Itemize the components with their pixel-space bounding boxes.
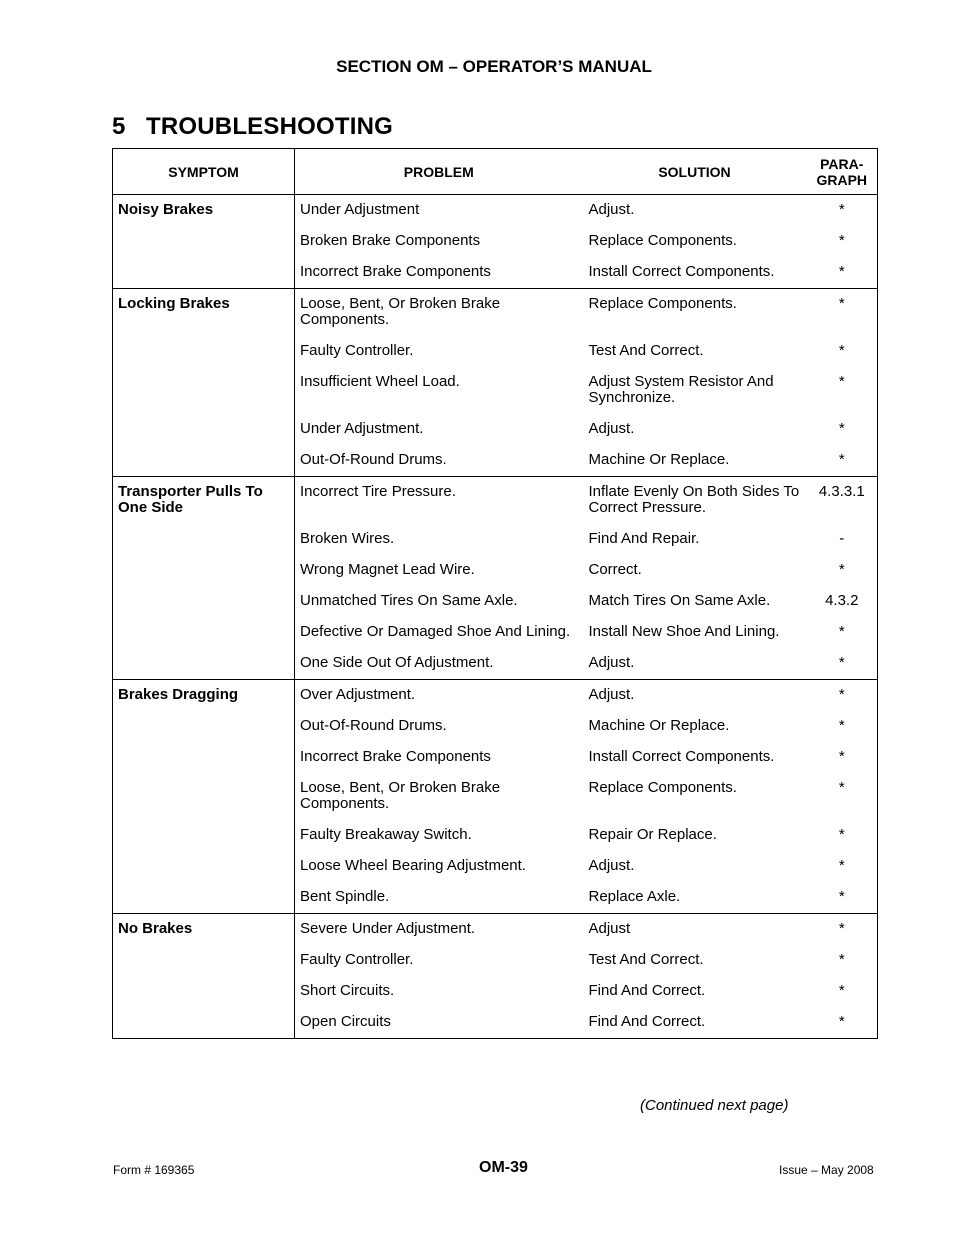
paragraph-cell: * (807, 328, 878, 359)
solution-cell: Find And Correct. (588, 982, 706, 999)
section-title: TROUBLESHOOTING (146, 113, 393, 140)
paragraph-cell: * (807, 195, 878, 219)
problem-cell: Broken Brake Components (300, 232, 481, 249)
continued-note: (Continued next page) (640, 1097, 789, 1114)
problem-cell: Unmatched Tires On Same Axle. (300, 592, 518, 609)
paragraph-cell: * (807, 999, 878, 1039)
paragraph-cell: * (807, 734, 878, 765)
header-symptom: SYMPTOM (113, 149, 295, 195)
problem-cell: Over Adjustment. (300, 686, 416, 703)
problem-cell: Incorrect Brake Components (300, 748, 491, 765)
problem-cell: Broken Wires. (300, 530, 395, 547)
page-title (112, 113, 393, 141)
solution-cell: Replace Components. (588, 295, 737, 312)
paragraph-cell: 4.3.2 (807, 578, 878, 609)
solution-cell: Adjust (588, 920, 631, 937)
paragraph-cell: * (807, 406, 878, 437)
paragraph-cell: * (807, 843, 878, 874)
table-header-row (113, 149, 878, 195)
paragraph-cell: * (807, 765, 878, 812)
solution-cell: Test And Correct. (588, 951, 704, 968)
paragraph-cell: * (807, 609, 878, 640)
solution-cell: Find And Correct. (583, 999, 807, 1039)
solution-cell: Machine Or Replace. (583, 437, 807, 477)
problem-cell: Incorrect Brake Components (295, 249, 583, 289)
paragraph-cell: * (807, 874, 878, 914)
problem-cell: Loose, Bent, Or Broken Brake Components. (300, 779, 501, 812)
footer-form-number: Form # 169365 (113, 1163, 195, 1177)
solution-cell: Inflate Evenly On Both Sides To Correct Pressure. (588, 483, 800, 516)
paragraph-cell: 4.3.3.1 (807, 477, 878, 517)
solution-cell: Machine Or Replace. (588, 717, 730, 734)
solution-cell: Install Correct Components. (583, 249, 807, 289)
solution-cell: Correct. (588, 561, 642, 578)
symptom-cell: Transporter Pulls To One Side (113, 477, 295, 680)
header-paragraph: PARA- GRAPH (807, 149, 878, 195)
solution-cell: Adjust. (588, 420, 635, 437)
problem-cell: Severe Under Adjustment. (300, 920, 476, 937)
problem-cell: Open Circuits (295, 999, 583, 1039)
problem-cell: Out-Of-Round Drums. (300, 717, 447, 734)
problem-cell: Under Adjustment. (300, 420, 424, 437)
paragraph-cell: * (807, 218, 878, 249)
paragraph-cell: * (807, 968, 878, 999)
problem-cell: Wrong Magnet Lead Wire. (300, 561, 475, 578)
table-row (113, 289, 878, 329)
solution-cell: Adjust. (588, 857, 635, 874)
problem-cell: Defective Or Damaged Shoe And Lining. (300, 623, 571, 640)
paragraph-cell: * (807, 547, 878, 578)
solution-cell: Install Correct Components. (588, 748, 775, 765)
table-row (113, 195, 878, 219)
problem-cell: One Side Out Of Adjustment. (295, 640, 583, 680)
problem-cell: Loose Wheel Bearing Adjustment. (300, 857, 526, 874)
header-problem: PROBLEM (295, 149, 583, 195)
symptom-cell: Brakes Dragging (113, 680, 295, 914)
footer-page-number: OM-39 (479, 1159, 528, 1176)
symptom-cell: Noisy Brakes (113, 195, 295, 289)
paragraph-cell: * (807, 249, 878, 289)
paragraph-cell: * (807, 812, 878, 843)
footer-issue-date: Issue – May 2008 (779, 1163, 874, 1177)
paragraph-cell: * (807, 289, 878, 329)
paragraph-cell: * (807, 680, 878, 704)
section-header: SECTION OM – OPERATOR’S MANUAL (336, 57, 652, 76)
solution-cell: Replace Components. (588, 232, 737, 249)
problem-cell: Insufficient Wheel Load. (300, 373, 460, 390)
solution-cell: Replace Axle. (583, 874, 807, 914)
solution-cell: Adjust. (588, 201, 635, 218)
section-number: 5 (112, 113, 126, 140)
problem-cell: Faulty Breakaway Switch. (300, 826, 472, 843)
problem-cell: Faulty Controller. (300, 951, 414, 968)
table-row (113, 914, 878, 938)
paragraph-cell: * (807, 640, 878, 680)
problem-cell: Under Adjustment (300, 201, 420, 218)
symptom-cell: Locking Brakes (113, 289, 295, 477)
troubleshooting-table (112, 148, 878, 1039)
paragraph-cell: * (807, 914, 878, 938)
problem-cell: Bent Spindle. (295, 874, 583, 914)
paragraph-cell: * (807, 703, 878, 734)
solution-cell: Adjust System Resistor And Synchronize. (588, 373, 774, 406)
table-row (113, 680, 878, 704)
header-solution: SOLUTION (583, 149, 807, 195)
problem-cell: Loose, Bent, Or Broken Brake Components. (300, 295, 501, 328)
solution-cell: Adjust. (583, 640, 807, 680)
solution-cell: Replace Components. (588, 779, 737, 796)
problem-cell: Out-Of-Round Drums. (295, 437, 583, 477)
paragraph-cell: * (807, 359, 878, 406)
paragraph-cell: * (807, 937, 878, 968)
problem-cell: Short Circuits. (300, 982, 395, 999)
paragraph-cell: * (807, 437, 878, 477)
solution-cell: Repair Or Replace. (588, 826, 717, 843)
problem-cell: Incorrect Tire Pressure. (300, 483, 456, 500)
problem-cell: Faulty Controller. (300, 342, 414, 359)
symptom-cell: No Brakes (113, 914, 295, 1039)
table-row (113, 477, 878, 517)
solution-cell: Install New Shoe And Lining. (588, 623, 780, 640)
solution-cell: Match Tires On Same Axle. (588, 592, 771, 609)
solution-cell: Adjust. (588, 686, 635, 703)
solution-cell: Test And Correct. (588, 342, 704, 359)
paragraph-cell: - (807, 516, 878, 547)
solution-cell: Find And Repair. (588, 530, 700, 547)
